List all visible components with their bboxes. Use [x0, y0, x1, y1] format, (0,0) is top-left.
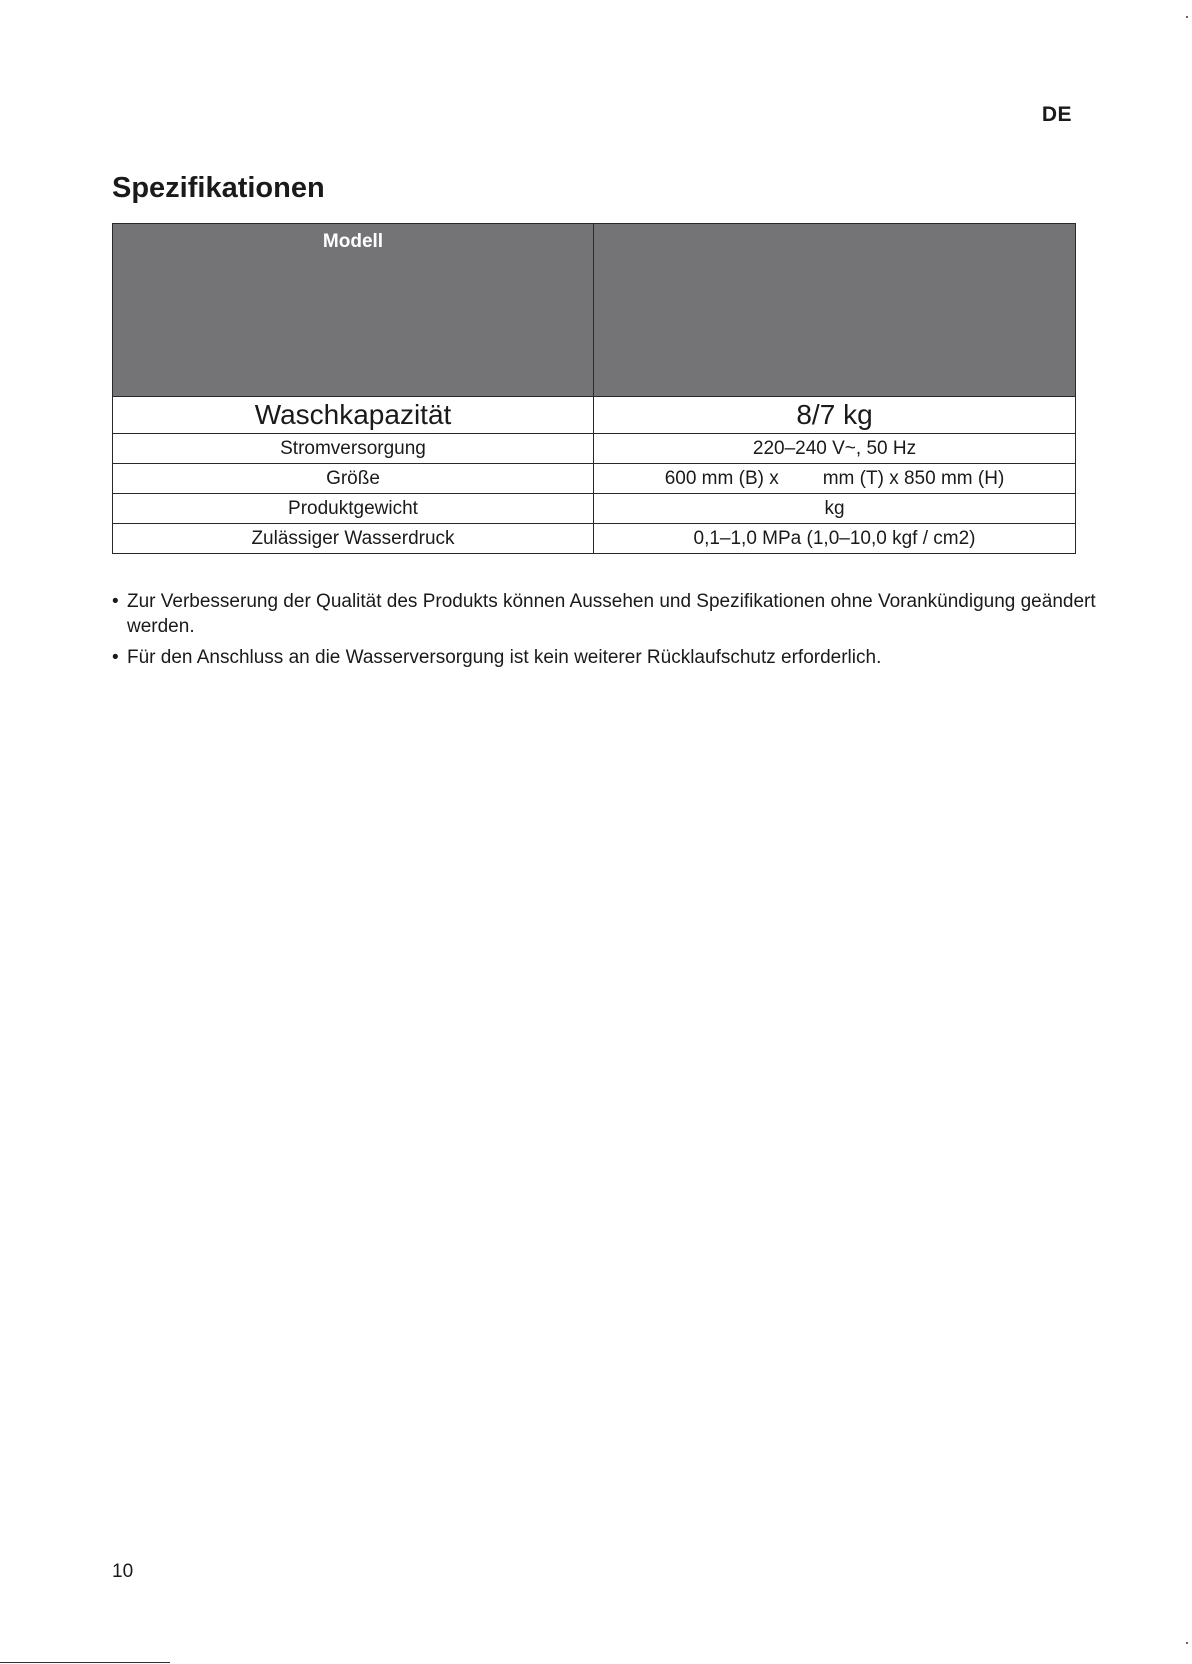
row-label: Waschkapazität — [113, 397, 594, 434]
table-header-row — [113, 224, 1076, 397]
size-width: 600 mm (B) x — [664, 467, 779, 489]
model-header-cell — [113, 224, 594, 397]
row-value: 8/7 kg — [594, 397, 1076, 434]
table-row-power — [113, 434, 1076, 464]
note-item — [112, 589, 1102, 639]
corner-mark — [1186, 16, 1188, 18]
language-code: DE — [1041, 103, 1072, 126]
page-number: 10 — [112, 1561, 134, 1582]
bullet-icon: • — [112, 647, 119, 668]
model-value-cell — [594, 224, 1076, 397]
row-value: kg — [594, 494, 1076, 524]
table-row-water-pressure — [113, 524, 1076, 554]
bullet-icon: • — [112, 591, 119, 612]
row-value: 0,1–1,0 MPa (1,0–10,0 kgf / cm2) — [594, 524, 1076, 554]
row-value — [594, 464, 1076, 494]
model-label: Modell — [322, 231, 384, 252]
specifications-table — [112, 223, 1076, 554]
size-depth-height: mm (T) x 850 mm (H) — [822, 467, 1005, 489]
notes-list — [112, 589, 1102, 676]
note-text: Zur Verbesserung der Qualität des Produkts können Aussehen und Spezifikationen ohne Vorankündigung geändert werden. — [127, 591, 1096, 637]
table-row-size — [113, 464, 1076, 494]
table-row-capacity — [113, 397, 1076, 434]
note-text: Für den Anschluss an die Wasserversorgung ist kein weiterer Rücklaufschutz erforderlich. — [127, 647, 882, 668]
row-value: 220–240 V~, 50 Hz — [594, 434, 1076, 464]
table-row-weight — [113, 494, 1076, 524]
row-label: Stromversorgung — [113, 434, 594, 464]
row-label: Zulässiger Wasserdruck — [113, 524, 594, 554]
page-title: Spezifikationen — [112, 172, 325, 204]
row-label: Produktgewicht — [113, 494, 594, 524]
row-label: Größe — [113, 464, 594, 494]
corner-mark — [1186, 1642, 1188, 1644]
bottom-rule — [0, 1662, 170, 1663]
note-item — [112, 645, 1102, 670]
